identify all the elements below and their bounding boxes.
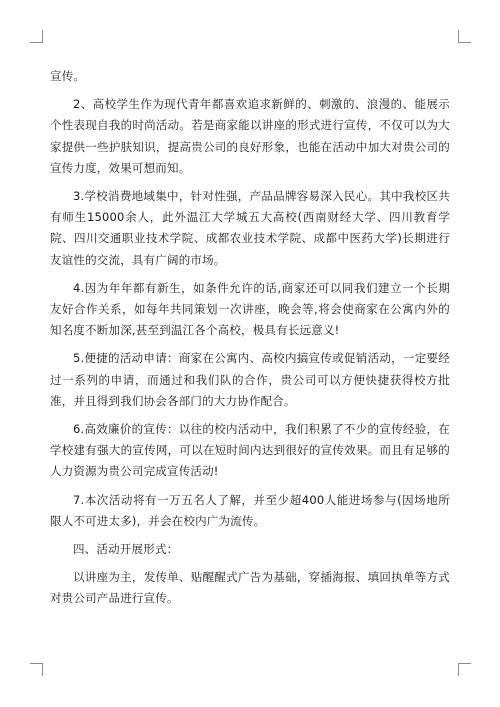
crop-mark-top-right <box>458 30 471 43</box>
crop-mark-bottom-left <box>30 663 43 676</box>
paragraph-item-2: 2、高校学生作为现代青年都喜欢追求新鲜的、刺激的、浪漫的、能展示个性表现自我的时尚活动。若是商家能以讲座的形式进行宣传，不仅可以为大家提供一些护肤知识，提高贵公司的良好形象，也能在活动中加大对贵公司的宣传力度，效果可想而知。 <box>50 97 450 175</box>
section-heading: 四、活动开展形式： <box>73 542 179 557</box>
paragraph-item-4: 4.因为年年都有新生，如条件允许的话,商家还可以同我们建立一个长期友好合作关系，如每年共同策划一次讲座，晚会等,将会使商家在公寓内外的知名度不断加深,甚至到温江各个高校，极具有长远意义! <box>50 280 450 338</box>
paragraph-item-3: 3.学校消费地域集中，针对性强，产品品牌容易深入民心。其中我校区共有师生15000余人，此外温江大学城五大高校(西南财经大学、四川教育学院、四川交通职业技术学院、成都农业技术学院、成都中医药大学)长期进行友谊性的交流，具有广阔的市场。 <box>50 189 450 267</box>
paragraph-item-7: 7.本次活动将有一万五名人了解，并至少超400人能进场参与(因场地所限人不可进太多)，并会在校内广为流传。 <box>50 492 450 528</box>
crop-mark-bottom-right <box>458 663 471 676</box>
crop-mark-top-left <box>30 30 43 43</box>
document-body <box>50 66 450 617</box>
paragraph-item-6: 6.高效廉价的宣传：以往的校内活动中，我们积累了不少的宣传经验，在学校建有强大的宣传网，可以在短时间内达到很好的宣传效果。而且有足够的人力资源为贵公司完成宣传活动! <box>50 422 450 479</box>
paragraph-item-5: 5.便捷的活动申请：商家在公寓内、高校内搞宣传或促销活动，一定要经过一系列的申请，而通过和我们队的合作，贵公司可以方便快捷获得校方批准，并且得到我们协会各部门的大力协作配合。 <box>50 351 450 408</box>
paragraph-continuation: 宣传。 <box>50 69 86 83</box>
paragraph-activity-form: 以讲座为主，发传单、贴醒醒式广告为基础，穿插海报、填回执单等方式对贵公司产品进行宣传。 <box>50 570 450 606</box>
